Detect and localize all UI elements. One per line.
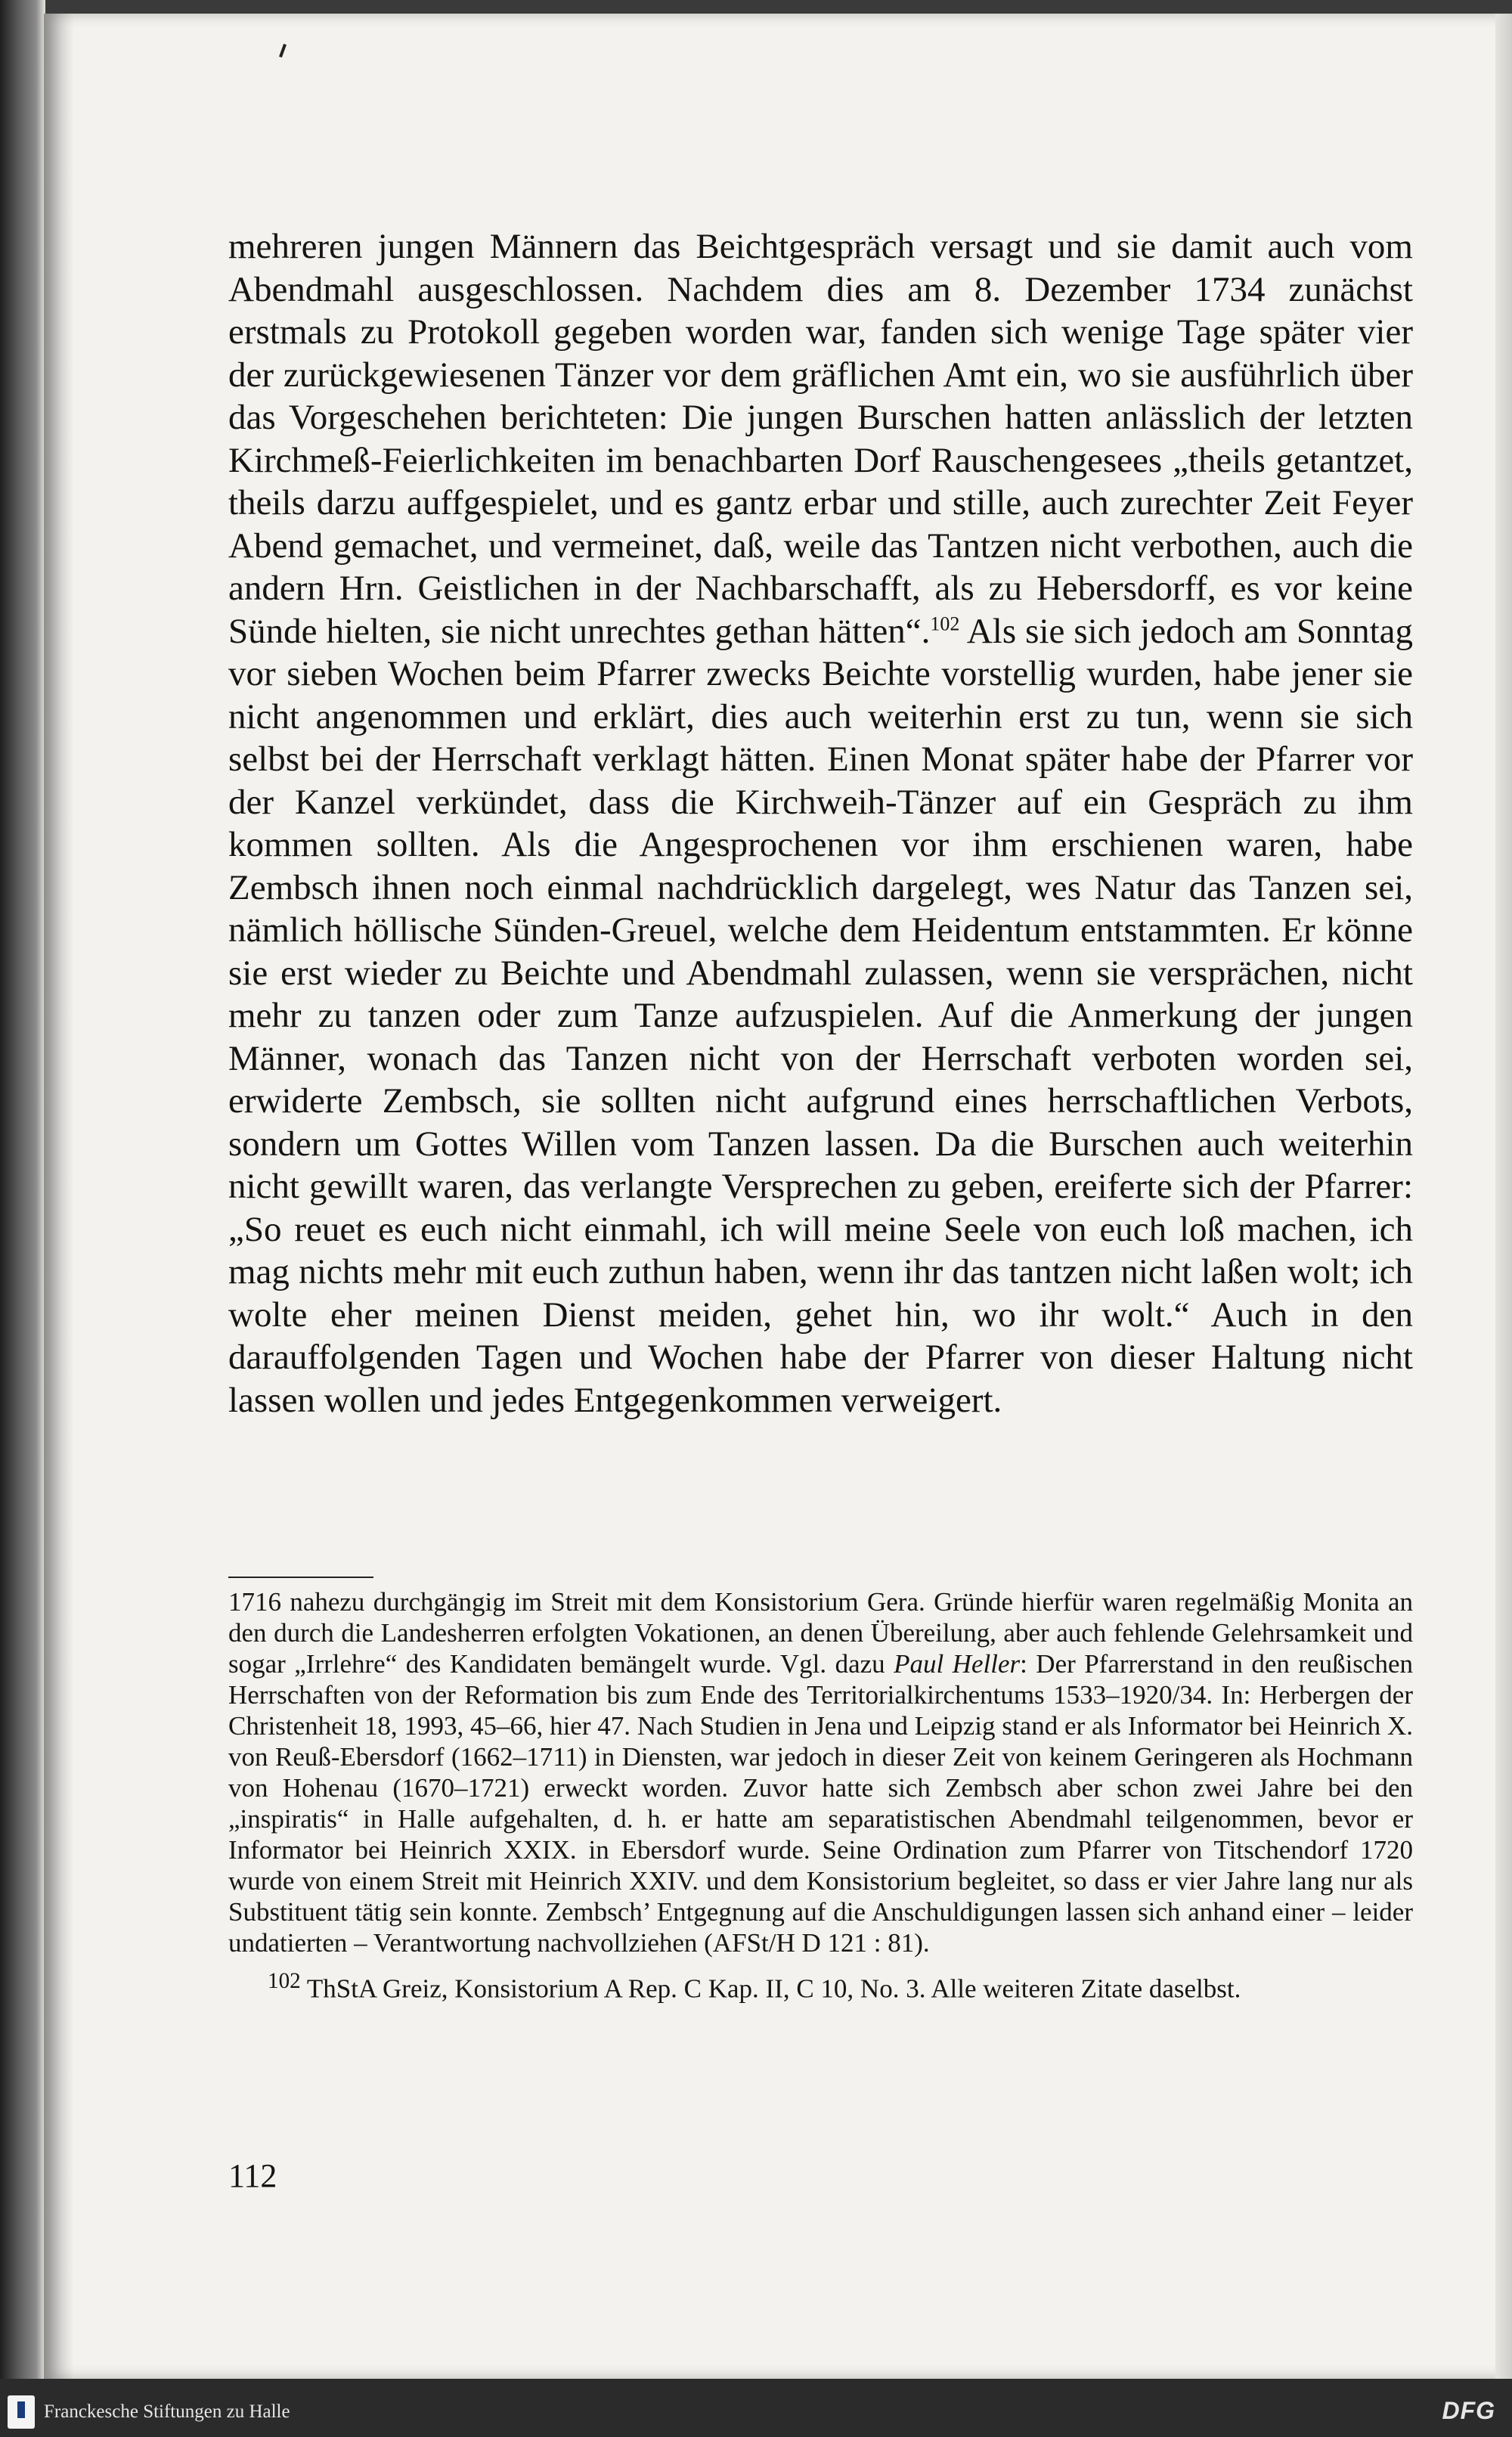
body-paragraph: [228, 225, 1413, 1422]
institution-logo-icon: [8, 2395, 35, 2429]
footnote-continuation: [228, 1586, 1413, 1958]
body-text-part1: mehreren jungen Männern das Beichtgespräch versagt und sie damit auch vom Abendmahl ausgeschlossen. Nachdem dies am 8. Dezember 1734 zunächst erstmals zu Protokoll gegeben worden war, fanden sich wenige Tage später vier der zurückgewiesenen Tänzer vor dem gräflichen Amt ein, wo sie ausführlich über das Vorgeschehen berichteten: Die jungen Burschen hatten anlässlich der letzten Kirchmeß-Feierlichkeiten im benachbarten Dorf Rauschengesees „theils getantzet, theils darzu auffgespielet, und es gantz erbar und stille, auch zurechter Zeit Feyer Abend gemachet, und vermeinet, daß, weile das Tantzen nicht verbothen, auch die andern Hrn. Geistlichen in der Nachbarschafft, als zu Hebersdorff, es vor keine Sünde hielten, sie nicht unrechtes gethan hätten“.: [228, 227, 1413, 651]
footnotes: [228, 1586, 1413, 2004]
footnote-102: [228, 1966, 1413, 2004]
scan-edge: [0, 0, 45, 2437]
footnote-102-text: ThStA Greiz, Konsistorium A Rep. C Kap. II, C 10, No. 3. Alle weiteren Zitate daselbst.: [300, 1973, 1241, 2004]
footnote-number: 102: [268, 1969, 301, 1993]
footnote-author: Paul Heller: [894, 1649, 1021, 1679]
page-gutter-shadow: [44, 14, 74, 2379]
footnote-reference: 102: [930, 612, 960, 634]
institution-name: Franckesche Stiftungen zu Halle: [44, 2401, 290, 2422]
footnote-rule: [228, 1577, 373, 1578]
footnote-text-a: 1716 nahezu durchgängig im Streit mit dem Konsistorium Gera. Gründe hierfür waren regelmäßig Monita an den durch die Landesherren erfolgten Vokationen, an denen Übereilung, aber auch fehlende Gelehrsamkeit und sogar „Irrlehre“ des Kandidaten bemängelt wurde. Vgl. dazu: [228, 1587, 1413, 1679]
page-number: 112: [228, 2157, 277, 2194]
footnote-text-b: : Der Pfarrerstand in den reußischen Herrschaften von der Reformation bis zum Ende des Territorialkirchentums 1533–1920/34. In: Herbergen der Christenheit 18, 1993, 45–66, hier 47. Nach Studien in Jena und Leipzig stand er als Informator bei Heinrich X. von Reuß-Ebersdorf (1662–1711) in Diensten, war jedoch in dieser Zeit von keinem Geringeren als Hochmann von Hohenau (1670–1721) erweckt worden. Zuvor hatte sich Zembsch aber schon zwei Jahre bei den „inspiratis“ in Halle aufgehalten, d. h. er hatte am separatistischen Abendmahl teilgenommen, bevor er Informator bei Heinrich XXIX. in Ebersdorf wurde. Seine Ordination zum Pfarrer von Titschendorf 1720 wurde von einem Streit mit Heinrich XXIV. und dem Konsistorium begleitet, so dass er vier Jahre lang nur als Substituent tätig sein konnte. Zembsch’ Entgegnung auf die Anschuldigungen lassen sich anhand einer – leider undatierten – Verantwortung nachvollziehen (AFSt/H D 121 : 81).: [228, 1649, 1413, 1958]
body-text-part2: Als sie sich jedoch am Sonntag vor sieben Wochen beim Pfarrer zwecks Beichte vorstellig wurden, habe jener sie nicht angenommen und erklärt, dies auch weiterhin erst zu tun, wenn sie sich selbst bei der Herrschaft verklagt hätten. Einen Monat später habe der Pfarrer vor der Kanzel verkündet, dass die Kirchweih-Tänzer auf ein Gespräch zu ihm kommen sollten. Als die Angesprochenen vor ihm erschienen waren, habe Zembsch ihnen noch einmal nachdrücklich dargelegt, wes Natur das Tanzen sei, nämlich höllische Sünden-Greuel, welche dem Heidentum entstammten. Er könne sie erst wieder zu Beichte und Abendmahl zulassen, wenn sie versprächen, nicht mehr zu tanzen oder zum Tanze aufzuspielen. Auf die Anmerkung der jungen Männer, wonach das Tanzen nicht von der Herrschaft verboten worden sei, erwiderte Zembsch, sie sollten nicht aufgrund eines herrschaftlichen Verbots, sondern um Gottes Willen vom Tanzen lassen. Da die Burschen auch weiterhin nicht gewillt waren, das verlangte Versprechen zu geben, ereiferte sich der Pfarrer: „So reuet es euch nicht einmahl, ich will meine Seele von euch loß machen, ich mag nichts mehr mit euch zuthun haben, wenn ihr das tantzen nicht laßen wolt; ich wolte eher meinen Dienst meiden, gehet hin, wo ihr wolt.“ Auch in den darauffolgenden Tagen und Wochen habe der Pfarrer von dieser Haltung nicht lassen wollen und jedes Entgegenkommen verweigert.: [228, 611, 1413, 1420]
body-text: [228, 225, 1413, 1422]
page-edge-right: [1495, 14, 1512, 2379]
dfg-logo: DFG: [1442, 2397, 1495, 2424]
